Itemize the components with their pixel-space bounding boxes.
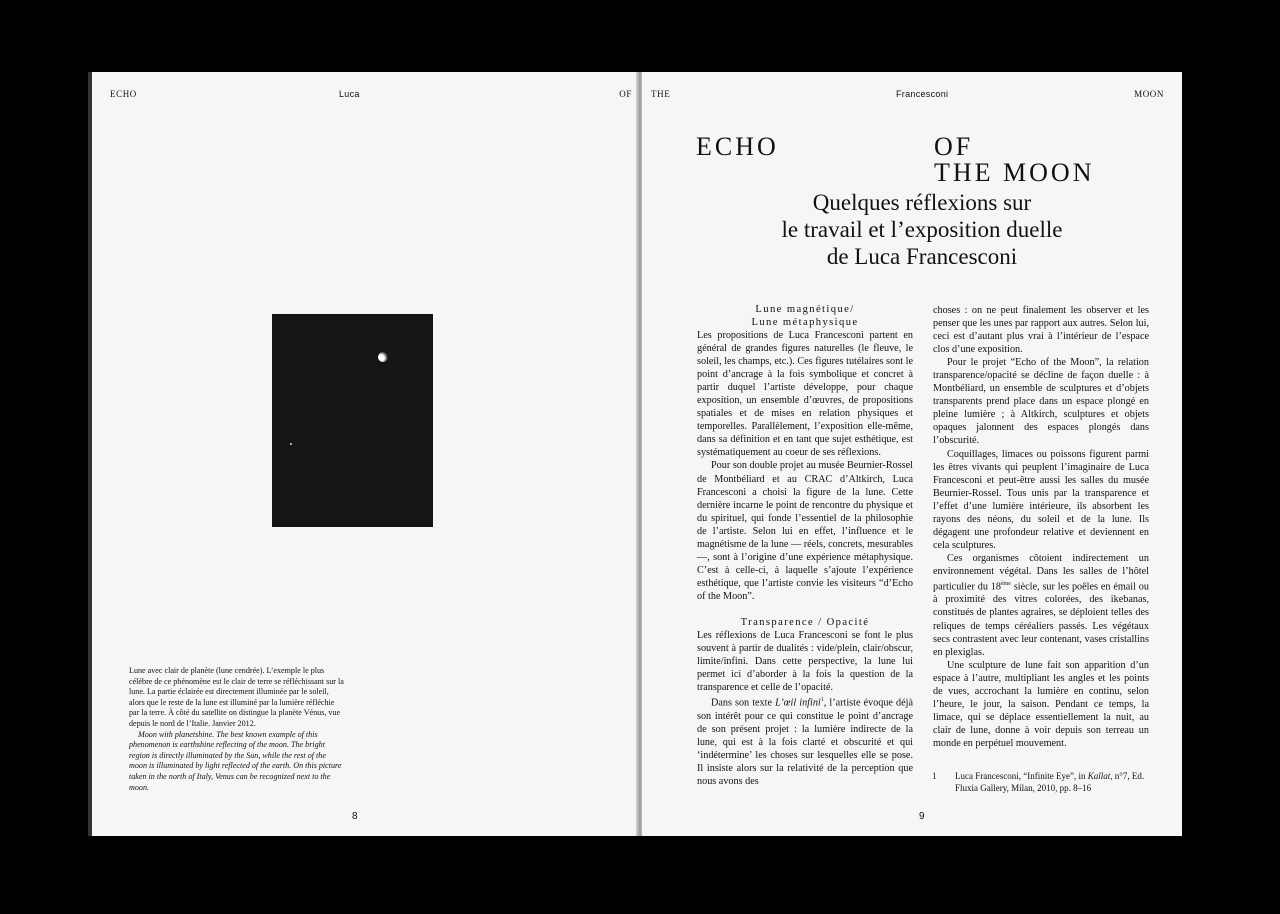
footnote-text-part: Luca Francesconi, “Infinite Eye”, in [955, 771, 1088, 781]
caption-english-text: Moon with planetshine. The best known example of this phenomenon is earthshine reflecting of the moon. The bright region is directly illuminated by the Sun, while the rest of the moon is illuminated by light reflected of the earth. On this picture taken in the north of Italy, Venus can be recognized next to the moon. [129, 729, 342, 792]
running-head-left: THE [651, 89, 671, 99]
page-number: 8 [352, 811, 358, 822]
running-head-right: OF [619, 89, 632, 99]
journal-title: Kallat [1087, 771, 1111, 781]
section-heading: Lune magnétique/ [755, 304, 855, 315]
moon-crescent [378, 352, 388, 362]
footnote-text-part: , n°7, Ed. Fluxia Gallery, Milan, 2010, pp. 8–16 [955, 771, 1145, 793]
paragraph: Une sculpture de lune fait son apparition d’un espace à l’autre, multipliant les angles et les points de vues, accrochant la lumière en continu, selon l’heure, le jour, la saison. Pendant ce temps, la limace, qui se déplace essentiellement la nuit, au clair de lune, donne à voir depuis son terreau un monde en perpétuel mouvement. [933, 659, 1149, 749]
right-page [642, 72, 1182, 836]
paragraph-text: , l’artiste évoque déjà son intérêt pour ce qui constitue le point d’ancrage de son présent projet : la lumière indirecte de la lune, qui est à la fois clarté et obscurité et qui ‘indétermine’ les choses sur lesquelles elle se pose. Il insiste alors sur la relativité de la perception que nous avons des [697, 697, 913, 787]
moon-photograph [272, 314, 433, 527]
paragraph: Les propositions de Luca Francesconi partent en général de grandes figures naturelles (le fleuve, le soleil, les champs, etc.). Ces figures tutélaires sont le point d’ancrage à la fois symbolique et concret à partir duquel l’artiste développe, pour chaque exposition, un ensemble d’œuvres, de propositions spatiales et de mises en relation physiques et temporelles. Parallèlement, l’exposition elle-même, dans sa définition et en tant que sujet esthétique, est systématiquement au coeur de ses réflexions. [697, 330, 913, 459]
subtitle-line-1: Quelques réflexions sur [812, 190, 1032, 215]
section-heading: Lune métaphysique [751, 317, 859, 328]
caption-english [129, 730, 345, 794]
article-subtitle [702, 189, 1142, 270]
footnote-reference: 1 [820, 697, 824, 704]
paragraph [933, 552, 1149, 659]
paragraph-text: Dans son texte [711, 697, 776, 709]
text-column-2 [933, 304, 1149, 750]
venus-dot [290, 443, 292, 445]
footnote [932, 771, 1164, 794]
text-column-1 [697, 303, 913, 788]
title-echo: ECHO [696, 132, 779, 161]
section-heading: Transparence / Opacité [740, 616, 870, 628]
title-the-moon: THE MOON [934, 158, 1095, 187]
paragraph: Coquillages, limaces ou poissons figurent parmi les êtres vivants qui peuplent l’imaginaire de Luca Francesconi et peut-être aussi les salles du musée Beurnier-Rossel. Tous unis par la transparence et l’effet d’une lumière intérieure, ils absorbent les rayons des néons, du soleil et de la lune. Ils dégagent une profondeur relative et deviennent en cela sculptures. [933, 448, 1149, 551]
subtitle-line-3: de Luca Francesconi [826, 244, 1018, 269]
paragraph-text: siècle, sur les poêles en émail ou à proximité des vitres colorées, des ikebanas, constitués de plantes agraires, se déploient telles des reliques de temps céréaliers passés. Les végétaux secs contrastent avec leur contenant, vases cristallins en plexiglas. [933, 581, 1149, 658]
paragraph: choses : on ne peut finalement les observer et les penser que les unes par rapport aux autres. Selon lui, ceci est d’autant plus vrai à l’intérieur de l’espace clos d’une exposition. [933, 305, 1149, 356]
superscript: ème [1000, 580, 1011, 587]
left-page [92, 72, 638, 836]
title-of: OF [934, 132, 974, 161]
running-head-center: Luca [339, 89, 360, 99]
paragraph [697, 694, 913, 788]
footnote-text [955, 771, 1164, 794]
paragraph-text: Ces organismes côtoient indirectement un environnement végétal. Dans les salles de l’hôtel particulier du 18 [933, 552, 1149, 593]
caption-french: Lune avec clair de planète (lune cendrée). L’exemple le plus célèbre de ce phénomène est le clair de terre se réfléchissant sur la lune. La partie éclairée est directement illuminée par le soleil, alors que le reste de la lune est illuminé par la lumière réfléchie par la terre. À côté du satellite on distingue la planète Vénus, vue depuis le nord de l’Italie. Janvier 2012. [129, 666, 344, 728]
subtitle-line-2: le travail et l’exposition duelle [781, 217, 1063, 242]
page-number: 9 [919, 811, 925, 822]
book-title: L’œil infini [775, 697, 821, 709]
photo-caption [129, 666, 345, 793]
paragraph: Pour le projet “Echo of the Moon”, la relation transparence/opacité se décline de façon duelle : à Montbéliard, un ensemble de sculptures et d’objets transparents prend place dans un espace plongé en pleine lumière ; à Altkirch, sculptures et objets opaques jalonnent des espaces plongés dans l’obscurité. [933, 357, 1149, 447]
running-head-center: Francesconi [896, 89, 949, 99]
running-head-left: ECHO [110, 89, 137, 99]
paragraph: Les réflexions de Luca Francesconi se font le plus souvent à partir de dualités : vide/plein, clair/obscur, limite/infini. Dans cette perspective, la lune lui permet ici d’aborder à la fois la question de la transparence et celle de l’opacité. [697, 629, 913, 694]
paragraph: Pour son double projet au musée Beurnier-Rossel de Montbéliard et au CRAC d’Altkirch, Luca Francesconi a choisi la figure de la lune. Cette dernière incarne le point de rencontre du physique et du spirituel, qui fonde l’essentiel de la philosophie de l’artiste. Selon lui en effet, l’influence et le magnétisme de la lune — réels, concrets, mesurables —, sont à l’origine d’une expérience métaphysique. C’est à celle-ci, à laquelle s’ajoute l’expérience esthétique, que l’artiste convie les visiteurs “d’Echo of the Moon”. [697, 460, 913, 602]
running-head-right: MOON [1134, 89, 1164, 99]
footnote-number: 1 [932, 771, 937, 781]
